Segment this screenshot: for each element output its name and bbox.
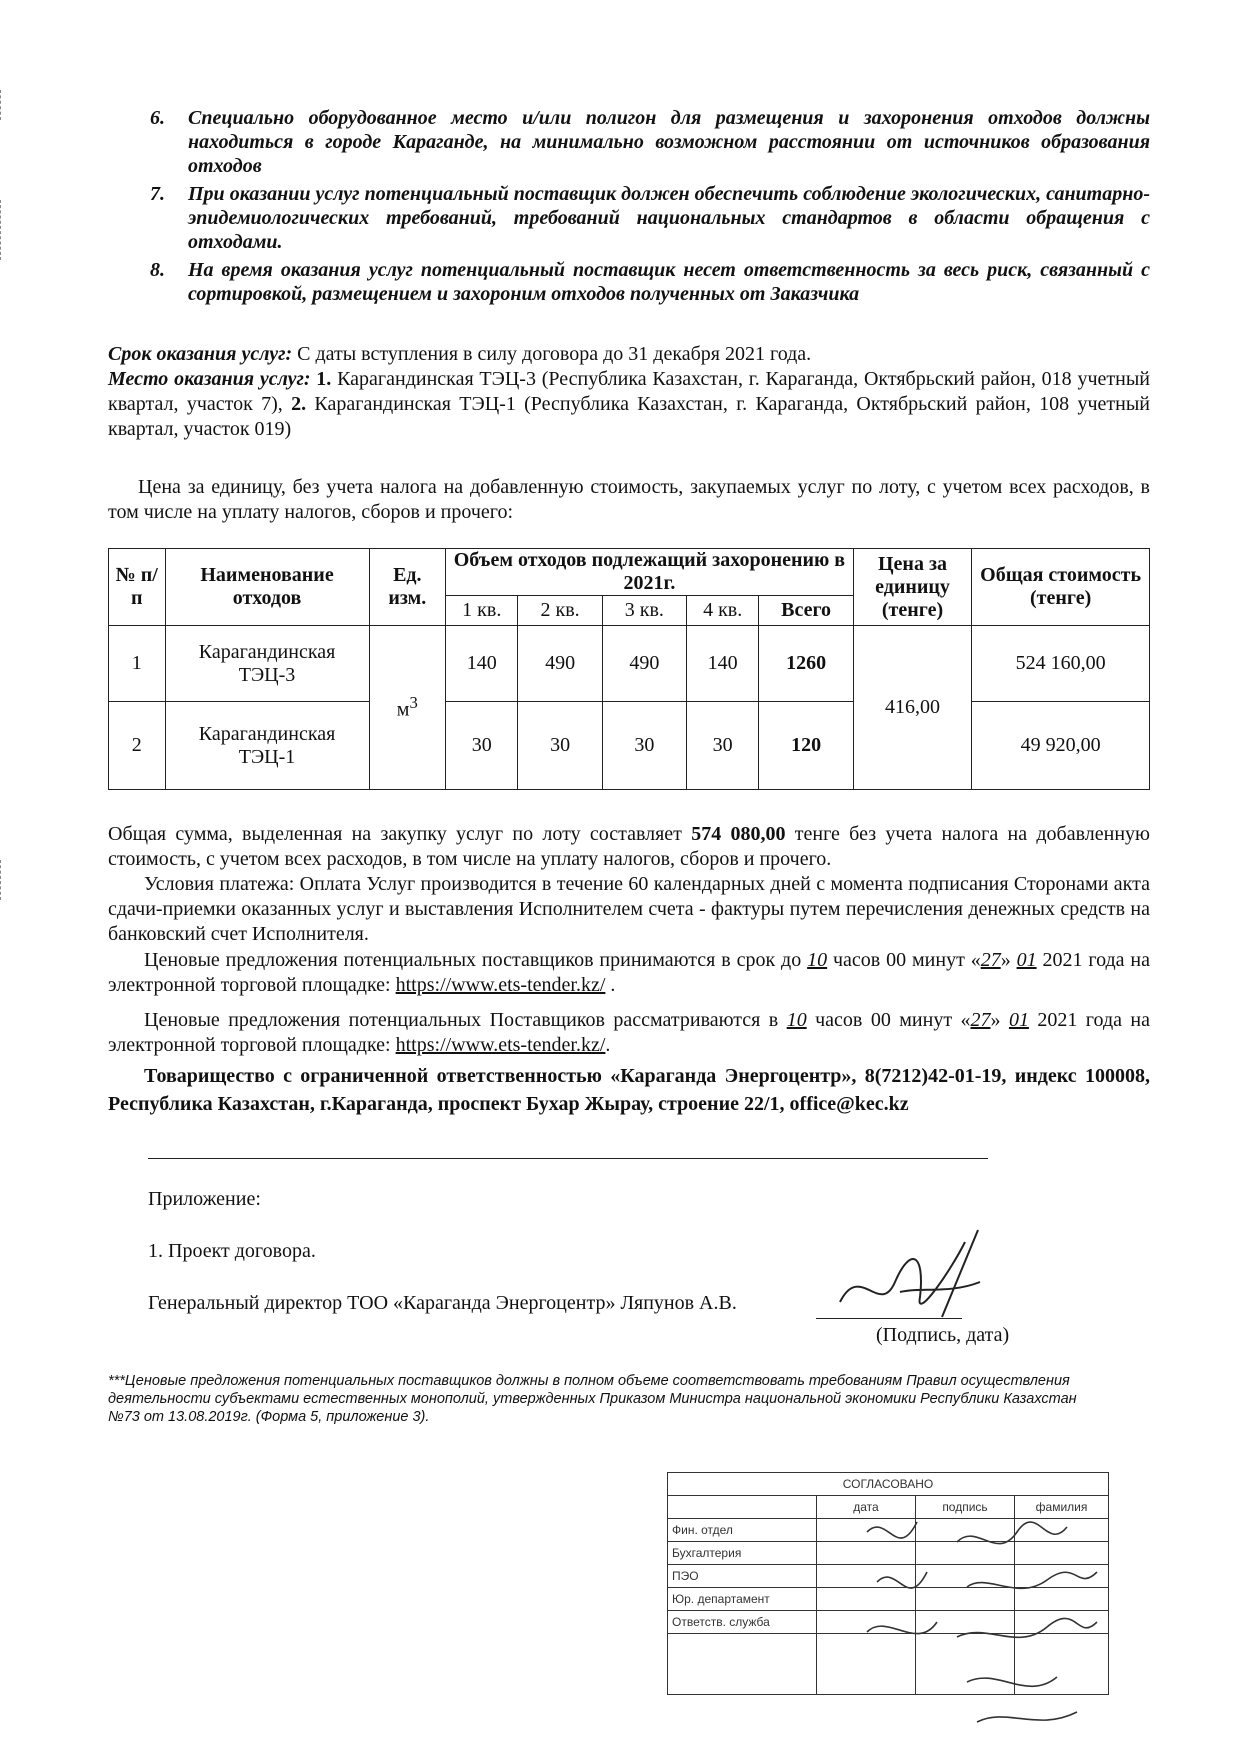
header-unit-price: Цена за единицу (тенге) (853, 549, 971, 626)
director-signature (830, 1222, 990, 1332)
row-q2: 490 (518, 626, 602, 702)
handwritten-month: 01 (1016, 949, 1037, 971)
scan-edge-mark (0, 860, 11, 900)
offers-text: » (1000, 949, 1017, 971)
row-name: Карагандинская ТЭЦ-1 (165, 702, 369, 790)
table-header-row (109, 549, 1150, 596)
stamp-dept: Юр. департамент (668, 1588, 817, 1611)
header-volume: Объем отходов подлежащий захоронению в 2021г. (446, 549, 854, 596)
header-total: Всего (759, 596, 853, 626)
place-number: 2. (282, 393, 307, 415)
service-place (108, 367, 1150, 442)
stamp-header-date: дата (817, 1496, 916, 1519)
stamp-title: СОГЛАСОВАНО (668, 1473, 1109, 1496)
list-item (150, 258, 1150, 306)
stamp-header-dept (668, 1496, 817, 1519)
price-intro: Цена за единицу, без учета налога на добавленную стоимость, закупаемых услуг по лоту, с учетом всех расходов, в том числе на уплату налогов, сборов и прочего: (108, 476, 1150, 523)
offers-text: . (605, 974, 616, 996)
place-label: Место оказания услуг: (108, 368, 311, 390)
handwritten-hour: 10 (807, 949, 828, 971)
term-label: Срок оказания услуг: (108, 343, 293, 365)
company-details: Товарищество с ограниченной ответственностью «Караганда Энергоцентр», 8(7212)42-01-19, индекс 100008, Республика Казахстан, г.Караганда, проспект Бухар Жырау, строение 22/1, office@kec.kz (108, 1065, 1150, 1115)
row-cost: 49 920,00 (972, 702, 1150, 790)
offers-deadline (108, 948, 1150, 998)
tender-link[interactable]: https://www.ets-tender.kz/ (395, 974, 606, 996)
total-sum (108, 822, 1150, 872)
header-q4: 4 кв. (686, 596, 758, 626)
stamp-dept: Фин. отдел (668, 1519, 817, 1542)
handwritten-hour: 10 (786, 1009, 807, 1031)
list-item-text: На время оказания услуг потенциальный поставщик несет ответственность за весь риск, связанный с сортировкой, размещением и захороним отходов полученных от Заказчика (188, 259, 1150, 305)
service-term (108, 342, 1150, 367)
table-row (109, 626, 1150, 702)
appendix-label: Приложение: (148, 1188, 261, 1210)
separator-line (148, 1158, 988, 1159)
place-text: Карагандинская ТЭЦ-1 (Республика Казахстан, г. Караганда, Октябрьский район, 108 учетный квартал, участок 019) (108, 393, 1150, 440)
stamp-dept: Бухгалтерия (668, 1542, 817, 1565)
offers-text: часов 00 минут « (827, 949, 981, 971)
list-item-text: Специально оборудованное место и/или полигон для размещения и захоронения отходов должны находиться в городе Караганде, на минимально возможном расстоянии от источников образования отходов (188, 107, 1150, 177)
row-number: 2 (109, 702, 166, 790)
row-q3: 490 (602, 626, 686, 702)
offers-text: 2021 года на электронной торговой площадке: (108, 1009, 1151, 1056)
list-item (150, 182, 1150, 254)
list-item-number: 7. (150, 183, 165, 205)
offers-text: Ценовые предложения потенциальных поставщиков принимаются в срок до (144, 949, 808, 971)
signature-caption: (Подпись, дата) (876, 1324, 1010, 1346)
unit-price-cell: 416,00 (853, 626, 971, 790)
footnote: ***Ценовые предложения потенциальных поставщиков должны в полном объеме соответствовать требованиям Правил осуществления деятельности субъектами естественных монополий, утвержденных Приказом Министра национальной экономики Республики Казахстан №73 от 13.08.2019г. (Форма 5, приложение 3). (108, 1373, 1077, 1425)
row-q4: 140 (686, 626, 758, 702)
payment-terms: Условия платежа: Оплата Услуг производится в течение 60 календарных дней с момента подписания Сторонами акта сдачи-приемки оказанных услуг и выставления Исполнителем счета - фактуры путем перечисления денежных средств на банковский счет Исполнителя. (108, 873, 1150, 945)
offers-text: » (990, 1009, 1009, 1031)
stamp-dept: Ответств. служба (668, 1611, 817, 1634)
place-text: Карагандинская ТЭЦ-3 (Республика Казахстан, г. Караганда, Октябрьский район, 018 учетный квартал, участок 7), (108, 368, 1150, 415)
row-q4: 30 (686, 702, 758, 790)
row-cost: 524 160,00 (972, 626, 1150, 702)
scan-edge-mark (0, 90, 11, 120)
row-name: Карагандинская ТЭЦ-3 (165, 626, 369, 702)
list-item-number: 8. (150, 259, 165, 281)
offers-text: . (605, 1034, 611, 1056)
term-text: С даты вступления в силу договора до 31 декабря 2021 года. (292, 343, 812, 365)
director-line: Генеральный директор ТОО «Караганда Энергоцентр» Ляпунов А.В. (148, 1292, 737, 1314)
offers-review (108, 1008, 1150, 1058)
header-unit: Ед. изм. (369, 549, 446, 626)
unit-cell (369, 626, 446, 790)
waste-volume-table (108, 548, 1150, 790)
stamp-header-sign: подпись (916, 1496, 1015, 1519)
stamp-signatures (847, 1502, 1107, 1738)
handwritten-month: 01 (1008, 1009, 1029, 1031)
header-q2: 2 кв. (518, 596, 602, 626)
row-total: 1260 (759, 626, 853, 702)
place-number: 1. (310, 368, 332, 390)
sum-text: Общая сумма, выделенная на закупку услуг по лоту составляет (108, 823, 692, 845)
list-item (150, 106, 1150, 178)
row-q1: 140 (446, 626, 518, 702)
row-number: 1 (109, 626, 166, 702)
sum-amount: 574 080,00 (691, 823, 786, 845)
unit-superscript: 3 (409, 693, 418, 713)
header-q3: 3 кв. (602, 596, 686, 626)
unit-text: м (396, 698, 410, 721)
header-total-cost: Общая стоимость (тенге) (972, 549, 1150, 626)
header-name: Наименование отходов (165, 549, 369, 626)
sum-text: тенге без учета налога на добавленную стоимость, с учетом всех расходов, в том числе на уплату налогов, сборов и прочего. (108, 823, 1150, 870)
row-total: 120 (759, 702, 853, 790)
row-q3: 30 (602, 702, 686, 790)
header-number: № п/п (109, 549, 166, 626)
offers-text: Ценовые предложения потенциальных Поставщиков рассматриваются в (144, 1009, 787, 1031)
row-q2: 30 (518, 702, 602, 790)
offers-text: часов 00 минут « (806, 1009, 971, 1031)
stamp-dept: ПЭО (668, 1565, 817, 1588)
table-row (109, 702, 1150, 790)
handwritten-day: 27 (980, 949, 1001, 971)
appendix-item: 1. Проект договора. (148, 1240, 316, 1262)
handwritten-day: 27 (970, 1009, 991, 1031)
scan-edge-mark (0, 200, 11, 260)
requirements-list (150, 106, 1150, 310)
header-q1: 1 кв. (446, 596, 518, 626)
stamp-header-name: фамилия (1015, 1496, 1109, 1519)
row-q1: 30 (446, 702, 518, 790)
list-item-text: При оказании услуг потенциальный поставщик должен обеспечить соблюдение экологических, санитарно-эпидемиологических требований, требований национальных стандартов в области обращения с отходами. (188, 183, 1150, 253)
offers-text: 2021 года на электронной торговой площадке: (108, 949, 1151, 996)
list-item-number: 6. (150, 107, 165, 129)
tender-link[interactable]: https://www.ets-tender.kz/ (395, 1034, 606, 1056)
approval-stamp (667, 1472, 1109, 1738)
